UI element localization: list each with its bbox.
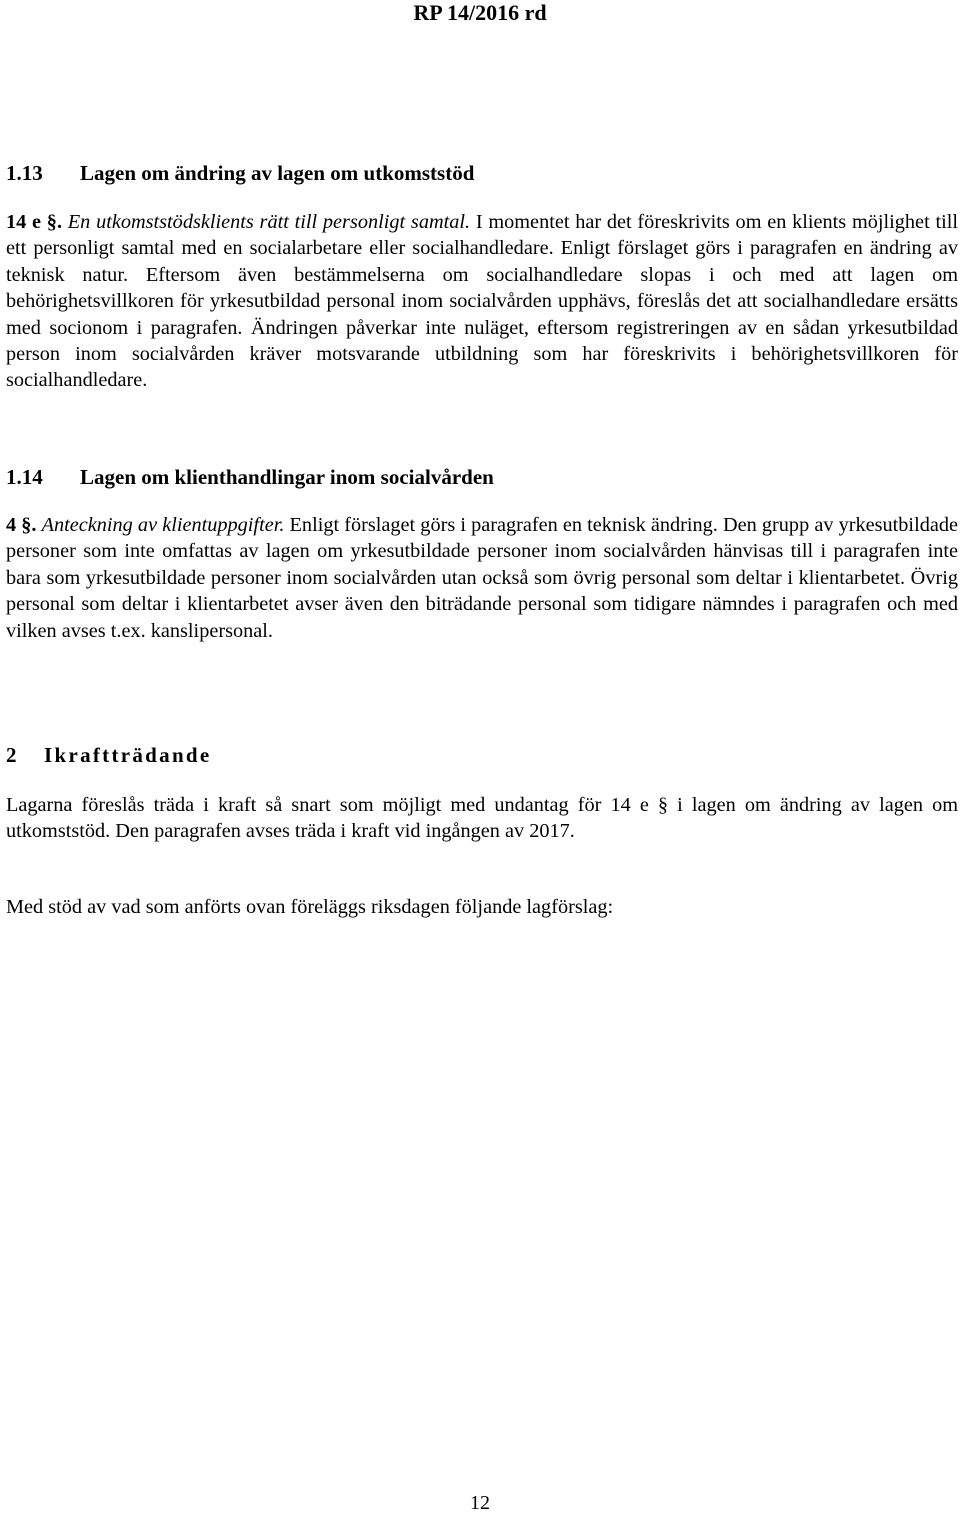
paragraph-text: Enligt förslaget görs i paragrafen en teknisk ändring. Den grupp av yrkesutbildade personer som inte omfattas av lagen om yrkesutbildade personer inom socialvården hänvisas till i paragrafen inte bara som yrkesutbildade personer inom socialvården utan också som övrig personal som deltar i klientarbetet. Övrig personal som deltar i klientarbetet avser även den biträdande personal som tidigare nämndes i paragrafen och med vilken avses t.ex. kanslipersonal. xyxy=(6,514,958,642)
section-ref: 14 e §. xyxy=(6,211,63,233)
heading-number: 1.13 xyxy=(6,161,43,185)
section-italic-title: En utkomststödsklients rätt till personligt samtal. xyxy=(67,211,471,233)
heading-title: Lagen om ändring av lagen om utkomststöd xyxy=(80,161,475,185)
heading-2 xyxy=(6,742,958,768)
section-ref: 4 §. xyxy=(6,514,37,536)
paragraph-4 xyxy=(6,512,958,644)
heading-1-13 xyxy=(6,160,958,186)
section-italic-title: Anteckning av klientuppgifter. xyxy=(41,514,285,536)
paragraph-text: I momentet har det föreskrivits om en klients möjlighet till ett personligt samtal med en socialarbetare eller socialhandledare. Enligt förslaget görs i paragrafen en ändring av teknisk natur. Eftersom även bestämmelserna om socialhandledare slopas i och med att lagen om behörighetsvillkoren för yrkesutbildad personal inom socialvården upphävs, föreslås det att socialhandledare ersätts med socionom i paragrafen. Ändringen påverkar inte nuläget, eftersom registreringen av en sådan yrkesutbildad person inom socialvården kräver motsvarande utbildning som har föreskrivits i behörighetsvillkoren för socialhandledare. xyxy=(6,211,958,392)
page-number: 12 xyxy=(470,1492,490,1514)
closing-sentence: Med stöd av vad som anförts ovan föreläggs riksdagen följande lagförslag: xyxy=(6,896,614,918)
heading-number: 2 xyxy=(6,743,17,767)
heading-title: Ikraftträdande xyxy=(44,743,212,767)
paragraph-ikrafttradande: Lagarna föreslås träda i kraft så snart som möjligt med undantag för 14 e § i lagen om ändring av lagen om utkomststöd. Den paragrafen avses träda i kraft vid ingången av 2017. xyxy=(6,794,958,843)
heading-title: Lagen om klienthandlingar inom socialvården xyxy=(80,465,494,489)
running-head: RP 14/2016 rd xyxy=(413,0,547,25)
paragraph-14e xyxy=(6,209,958,394)
heading-1-14 xyxy=(6,464,958,490)
heading-number: 1.14 xyxy=(6,465,43,489)
